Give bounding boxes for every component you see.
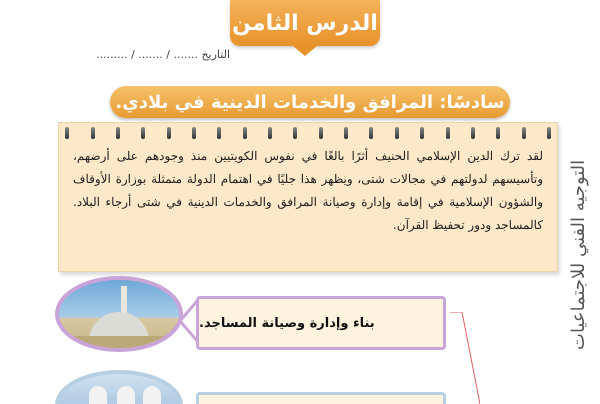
spiral-ring: [167, 127, 171, 139]
section-banner: [110, 86, 510, 118]
spiral-ring: [446, 127, 450, 139]
spiral-ring: [369, 127, 373, 139]
connector-line: [450, 312, 480, 404]
spiral-ring: [91, 127, 95, 139]
spiral-ring: [344, 127, 348, 139]
body-paragraph: لقد ترك الدين الإسلامي الحنيف أثرًا بالغًا في نفوس الكويتيين منذ وجودهم على أرضهم، وتأسيسهم لدولتهم في مجالات شتى، ويظهر هذا جليًا في اهتمام الدولة متمثلة بوزارة الأوقاف والشؤون الإسلامية في إقامة وإدارة وصيانة المرافق والخدمات الدينية في شتى أرجاء البلاد. كالمساجد ودور تحفيظ القرآن.: [73, 149, 543, 232]
spiral-ring: [547, 127, 551, 139]
spiral-ring: [522, 127, 526, 139]
spiral-ring: [268, 127, 272, 139]
date-line: التاريخ ....... / ....... / .........: [96, 48, 230, 61]
spiral-ring: [192, 127, 196, 139]
mosque-photo: [55, 276, 183, 352]
section-title: سادسًا: المرافق والخدمات الدينية في بلادي.: [115, 91, 505, 113]
person-shape: [89, 386, 107, 404]
spiral-ring: [141, 127, 145, 139]
callout-connector: [178, 296, 198, 346]
notepad: [58, 122, 558, 272]
side-label: التوجيه الفني للاجتماعيات: [568, 160, 589, 351]
spiral-ring: [420, 127, 424, 139]
spiral-ring: [116, 127, 120, 139]
lesson-header-tab: [230, 0, 380, 46]
item-text: بناء وإدارة وصيانة المساجد.: [199, 315, 375, 331]
spiral-ring: [65, 127, 69, 139]
spiral-ring: [471, 127, 475, 139]
spiral-ring: [243, 127, 247, 139]
person-shape: [143, 386, 161, 404]
spiral-ring: [496, 127, 500, 139]
spiral-binding: [65, 127, 551, 141]
spiral-ring: [319, 127, 323, 139]
spiral-ring: [395, 127, 399, 139]
spiral-ring: [293, 127, 297, 139]
ground-shape: [69, 336, 179, 348]
second-callout-box: [196, 392, 446, 404]
people-photo: [55, 370, 183, 404]
person-shape: [117, 386, 135, 404]
lesson-title: الدرس الثامن: [232, 10, 378, 36]
callout-box: [196, 296, 446, 350]
spiral-ring: [217, 127, 221, 139]
